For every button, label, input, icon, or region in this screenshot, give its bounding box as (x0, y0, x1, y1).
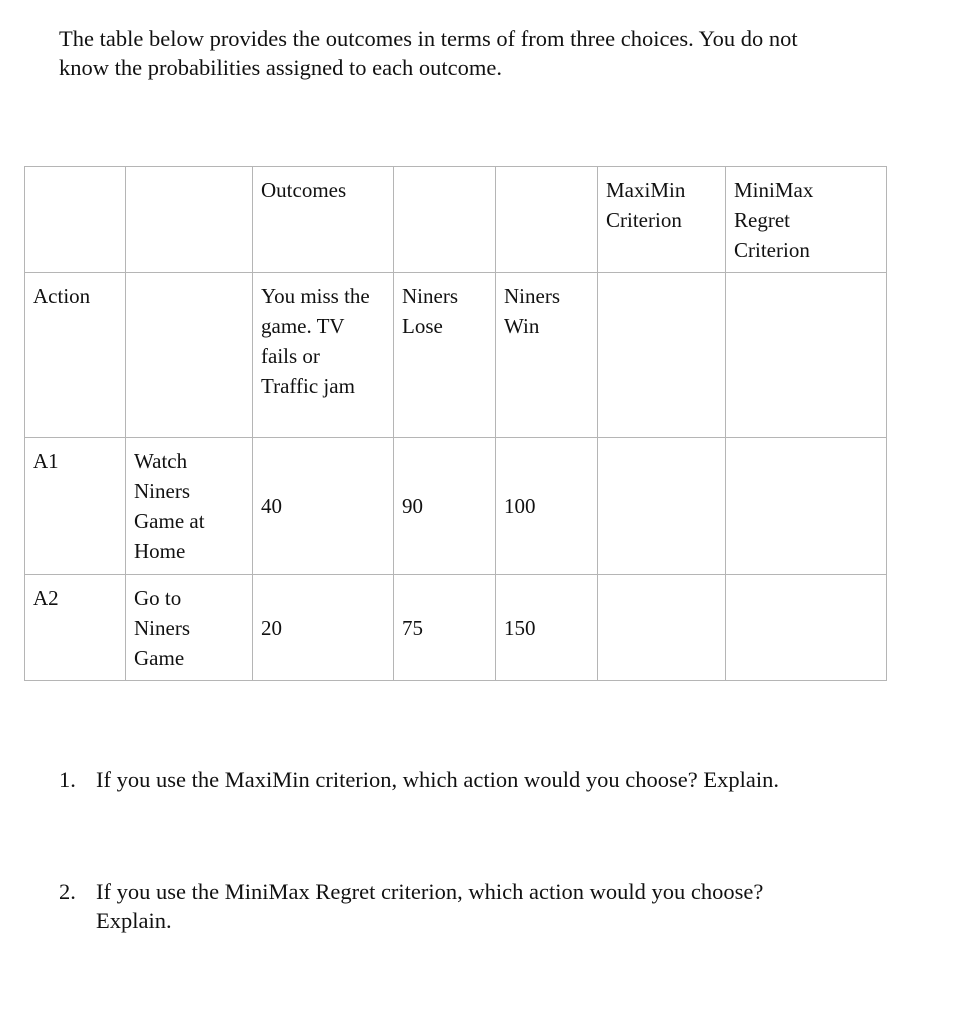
a1-miss-game-cell (253, 438, 394, 575)
a2-action: A2 (33, 586, 59, 610)
table-row (25, 438, 887, 575)
question-item-2 (59, 877, 909, 935)
a1-description: Watch Niners Game at Home (134, 449, 205, 563)
header-cell-outcomes (253, 167, 394, 273)
a1-description-cell (126, 438, 253, 575)
a1-niners-lose-cell (394, 438, 496, 575)
label-cell-niners-lose (394, 273, 496, 438)
a2-maximin-cell (598, 575, 726, 681)
question-text-1: If you use the MaxiMin criterion, which action would you choose? Explain. (96, 767, 779, 792)
a1-action-cell (25, 438, 126, 575)
header-cell-empty-3 (394, 167, 496, 273)
label-cell-empty (126, 273, 253, 438)
a2-miss-game-value: 20 (261, 615, 282, 640)
header-cell-maximin (598, 167, 726, 273)
outcomes-header: Outcomes (261, 178, 347, 202)
niners-lose-label: Niners Lose (402, 284, 458, 338)
a1-maximin-cell (598, 438, 726, 575)
a2-action-cell (25, 575, 126, 681)
table-header-row (25, 167, 887, 273)
a1-niners-lose-value: 90 (402, 494, 423, 518)
label-cell-miss-game (253, 273, 394, 438)
intro-line-2: know the probabilities assigned to each outcome. (59, 55, 503, 80)
a2-niners-win-value: 150 (504, 615, 536, 640)
question-text-2: If you use the MiniMax Regret criterion, which action would you choose? Explain. (96, 879, 764, 933)
question-number-1: 1. (59, 767, 76, 792)
minimax-regret-header: MiniMax Regret Criterion (734, 178, 814, 262)
table-row (25, 575, 887, 681)
label-cell-minimax-empty (726, 273, 887, 438)
a2-miss-game-cell (253, 575, 394, 681)
a1-niners-win-value: 100 (504, 494, 536, 518)
label-cell-niners-win (496, 273, 598, 438)
a2-description-cell (126, 575, 253, 681)
a1-action: A1 (33, 449, 59, 473)
label-cell-action (25, 273, 126, 438)
intro-line-1: The table below provides the outcomes in terms of from three choices. You do not (59, 26, 798, 51)
outcomes-table (24, 166, 887, 681)
question-list (59, 765, 909, 935)
table-labels-row (25, 273, 887, 438)
maximin-header: MaxiMin Criterion (606, 178, 686, 232)
a1-niners-win-cell (496, 438, 598, 575)
a2-niners-lose-value: 75 (402, 615, 423, 640)
header-cell-empty-4 (496, 167, 598, 273)
header-cell-empty-1 (25, 167, 126, 273)
question-item-1 (59, 765, 909, 794)
action-label: Action (33, 284, 91, 308)
a2-minimax-regret-cell (726, 575, 887, 681)
label-cell-maximin-empty (598, 273, 726, 438)
question-number-2: 2. (59, 879, 76, 904)
header-cell-minimax-regret (726, 167, 887, 273)
miss-game-label: You miss the game. TV fails or Traffic jam (261, 284, 370, 398)
a1-minimax-regret-cell (726, 438, 887, 575)
intro-paragraph (59, 24, 899, 82)
niners-win-label: Niners Win (504, 284, 560, 338)
header-cell-empty-2 (126, 167, 253, 273)
a2-description: Go to Niners Game (134, 586, 190, 670)
a2-niners-win-cell (496, 575, 598, 681)
a1-miss-game-value: 40 (261, 494, 282, 518)
a2-niners-lose-cell (394, 575, 496, 681)
